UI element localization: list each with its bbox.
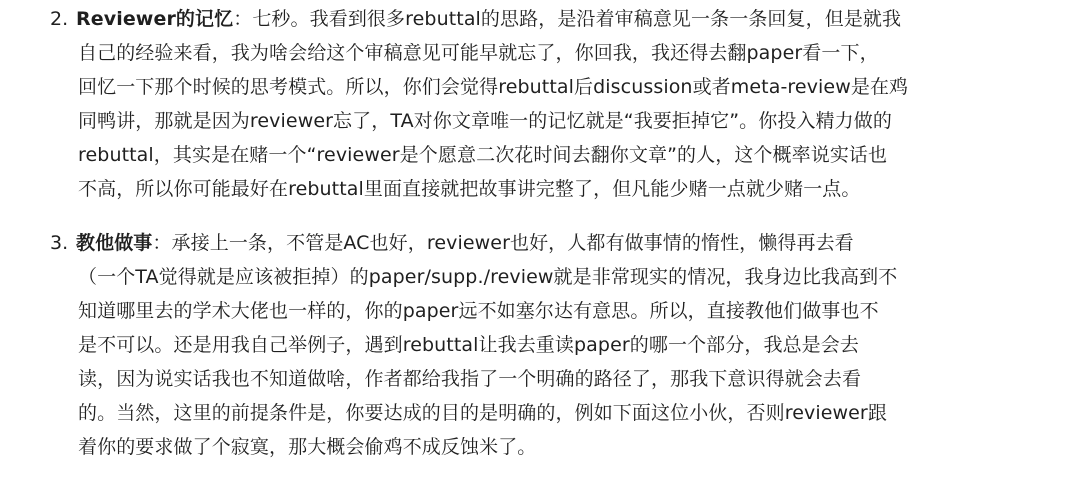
list-item-first-line (76, 226, 854, 260)
text-line: 读，因为说实话我也不知道做啥，作者都给我指了一个明确的路径了，那我下意识得就会去看 (78, 368, 862, 390)
text-line: 同鸭讲，那就是因为reviewer忘了，TA对你文章唯一的记忆就是“我要拒掉它”。你投入精力做的 (78, 110, 892, 132)
text-line: 回忆一下那个时候的思考模式。所以，你们会觉得rebuttal后discussion或者meta-review是在鸡 (78, 76, 909, 98)
text-line: 着你的要求做了个寂寞，那大概会偷鸡不成反蚀米了。 (78, 436, 537, 458)
text-line: rebuttal，其实是在赌一个“reviewer是个愿意二次花时间去翻你文章”的人，这个概率说实话也 (78, 144, 888, 166)
item-title: 教他做事 (76, 232, 153, 254)
text-line: 是不可以。还是用我自己举例子，遇到rebuttal让我去重读paper的哪一个部分，我总是会去 (78, 334, 859, 356)
text-line: 知道哪里去的学术大佬也一样的，你的paper远不如塞尔达有意思。所以，直接教他们做事也不 (78, 300, 879, 322)
list-number: 3. (50, 232, 69, 254)
item-title: Reviewer的记忆 (76, 8, 234, 30)
list-number: 2. (50, 8, 69, 30)
text-line: 不高，所以你可能最好在rebuttal里面直接就把故事讲完整了，但凡能少赌一点就少赌一点。 (78, 178, 861, 200)
title-separator: ： (233, 8, 253, 30)
text-line: 承接上一条，不管是AC也好，reviewer也好，人都有做事情的惰性，懒得再去看 (171, 232, 854, 254)
text-line: 七秒。我看到很多rebuttal的思路，是沿着审稿意见一条一条回复，但是就我 (252, 8, 902, 30)
text-line: 自己的经验来看，我为啥会给这个审稿意见可能早就忘了，你回我，我还得去翻paper看一下， (78, 42, 879, 64)
text-line: 的。当然，这里的前提条件是，你要达成的目的是明确的，例如下面这位小伙，否则reviewer跟 (78, 402, 887, 424)
title-separator: ： (152, 232, 172, 254)
text-line: （一个TA觉得就是应该被拒掉）的paper/supp./review就是非常现实的情况，我身边比我高到不 (78, 266, 898, 288)
list-item-first-line (76, 2, 901, 36)
